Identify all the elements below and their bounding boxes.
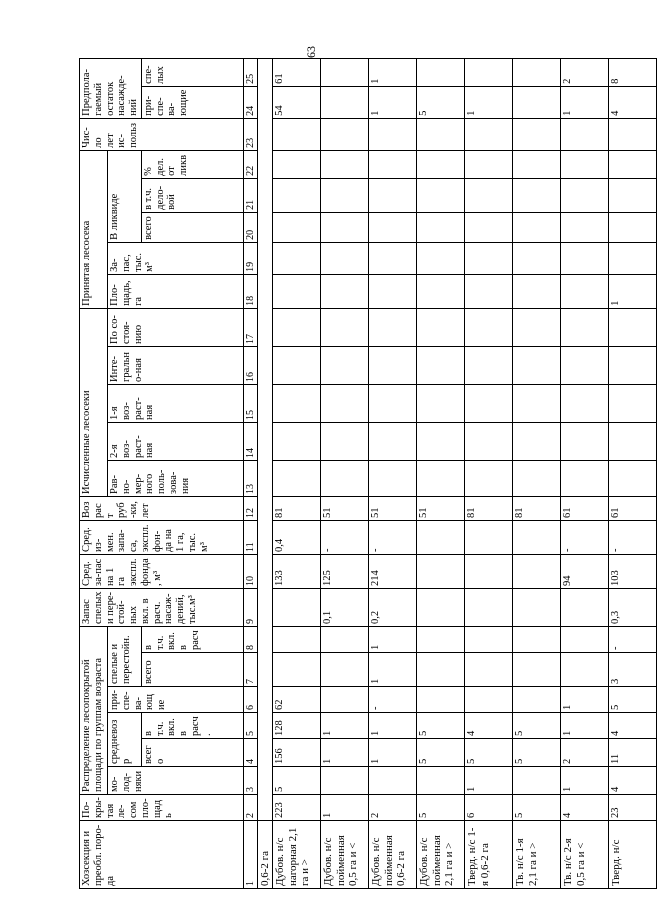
value-cell: 1 xyxy=(465,86,513,118)
value-cell xyxy=(273,212,321,242)
value-cell xyxy=(273,346,321,384)
header-expected-mature: спе-лых xyxy=(141,58,243,86)
value-cell: 1 xyxy=(561,687,609,713)
table-row xyxy=(369,58,417,888)
value-cell xyxy=(513,150,561,178)
value-cell xyxy=(513,384,561,422)
value-cell: 61 xyxy=(273,58,321,86)
value-cell xyxy=(465,346,513,384)
header-calc-integral: Инте-грально-ная xyxy=(108,346,244,384)
value-cell: 133 xyxy=(273,554,321,588)
header-farm: Хозсекция и преобл. поро-да xyxy=(80,821,244,889)
value-cell xyxy=(417,554,465,588)
table-row xyxy=(561,58,609,888)
col-number: 2 xyxy=(243,795,257,821)
header-liquid-total: всего xyxy=(141,212,243,242)
header-avg-stock: Сред. за-пас на 1 га экспл. фонда, м³ xyxy=(80,554,244,588)
value-cell xyxy=(417,150,465,178)
value-cell xyxy=(417,653,465,687)
value-cell xyxy=(609,422,657,460)
col-number: 20 xyxy=(243,212,257,242)
header-liquid-business: в т.ч. дело-вой xyxy=(141,178,243,212)
value-cell xyxy=(417,58,465,86)
value-cell xyxy=(561,588,609,626)
value-cell xyxy=(321,653,369,687)
value-cell: 6 xyxy=(465,795,513,821)
value-cell: 5 xyxy=(417,86,465,118)
col-number: 14 xyxy=(243,422,257,460)
value-cell: 156 xyxy=(273,739,321,767)
value-cell: 223 xyxy=(273,795,321,821)
value-cell xyxy=(273,274,321,308)
value-cell xyxy=(417,308,465,346)
header-mature-total: всего xyxy=(141,653,243,687)
value-cell xyxy=(417,767,465,795)
value-cell xyxy=(273,460,321,496)
value-cell xyxy=(369,422,417,460)
farm-cell: Тв. н/с 2-я 0,5 га и < xyxy=(561,821,609,889)
value-cell: 0,1 xyxy=(321,588,369,626)
value-cell: 1 xyxy=(321,795,369,821)
value-cell xyxy=(513,588,561,626)
value-cell: 2 xyxy=(561,58,609,86)
value-cell xyxy=(273,242,321,274)
page-number: 63 xyxy=(304,46,318,58)
value-cell: 103 xyxy=(609,554,657,588)
col-number: 1 xyxy=(243,821,257,889)
value-cell: 1 xyxy=(369,713,417,739)
value-cell: 51 xyxy=(417,496,465,520)
value-cell: 1 xyxy=(321,713,369,739)
value-cell xyxy=(417,626,465,652)
value-cell xyxy=(321,118,369,150)
value-cell xyxy=(561,460,609,496)
value-cell xyxy=(513,520,561,554)
value-cell xyxy=(561,384,609,422)
value-cell xyxy=(513,242,561,274)
header-distribution: Распределение лесопокрытой площади по группам возраста xyxy=(80,626,108,794)
value-cell xyxy=(561,118,609,150)
value-cell: - xyxy=(369,687,417,713)
forest-cutting-table xyxy=(79,58,657,889)
header-accepted-area: Пло-щадь, га xyxy=(108,274,244,308)
header-calc-even: Рав-но-мер-ного поль-зова-ния xyxy=(108,460,244,496)
value-cell xyxy=(513,86,561,118)
value-cell xyxy=(561,242,609,274)
table-row xyxy=(465,58,513,888)
value-cell xyxy=(321,687,369,713)
header-stock: Запас спелых и пере-стой-ных вкл. в расч. насаж-дений, тыс.м³ xyxy=(80,588,244,626)
value-cell xyxy=(465,588,513,626)
value-cell: 1 xyxy=(369,739,417,767)
value-cell xyxy=(321,460,369,496)
value-cell xyxy=(369,460,417,496)
value-cell xyxy=(273,308,321,346)
value-cell: 81 xyxy=(465,496,513,520)
value-cell xyxy=(609,242,657,274)
col-number: 17 xyxy=(243,308,257,346)
value-cell: - xyxy=(561,520,609,554)
value-cell xyxy=(417,118,465,150)
value-cell: 5 xyxy=(513,739,561,767)
value-cell xyxy=(273,626,321,652)
value-cell: 51 xyxy=(369,496,417,520)
value-cell: 2 xyxy=(369,795,417,821)
header-middle-incl: в т.ч. вкл. в расч. xyxy=(141,713,243,739)
col-number: 6 xyxy=(243,687,257,713)
farm-cell: Дубов. н/с нагорная 2,1 га и > xyxy=(273,821,321,889)
value-cell: - xyxy=(609,626,657,652)
value-cell xyxy=(465,118,513,150)
value-cell xyxy=(465,626,513,652)
table-row xyxy=(609,58,657,888)
value-cell: 4 xyxy=(609,767,657,795)
value-cell xyxy=(321,308,369,346)
value-cell xyxy=(321,150,369,178)
value-cell: 5 xyxy=(417,713,465,739)
table-row xyxy=(417,58,465,888)
value-cell xyxy=(513,308,561,346)
value-cell xyxy=(609,384,657,422)
value-cell xyxy=(369,346,417,384)
value-cell: 1 xyxy=(369,653,417,687)
header-accepted: Принятая лесосека xyxy=(80,150,108,308)
farm-cell: Дубов. н/с пойменная 2,1 га и > xyxy=(417,821,465,889)
header-liquid-percent: % дел. от ликв xyxy=(141,150,243,178)
header-middle: средневозр xyxy=(108,713,142,767)
col-number: 16 xyxy=(243,346,257,384)
value-cell xyxy=(465,554,513,588)
farm-cell: Дубов. н/с пойменная 0,5 га и < xyxy=(321,821,369,889)
col-number: 5 xyxy=(243,713,257,739)
value-cell: 54 xyxy=(273,86,321,118)
value-cell xyxy=(417,384,465,422)
farm-cell: Дубов. н/с пойменная 0,6-2 га xyxy=(369,821,417,889)
value-cell: 51 xyxy=(321,496,369,520)
header-calculated: Исчисленные лесосеки xyxy=(80,308,108,496)
value-cell: 5 xyxy=(609,687,657,713)
value-cell xyxy=(561,346,609,384)
value-cell: 81 xyxy=(273,496,321,520)
value-cell xyxy=(369,242,417,274)
col-number: 4 xyxy=(243,739,257,767)
value-cell xyxy=(561,178,609,212)
col-number: 22 xyxy=(243,150,257,178)
value-cell: 1 xyxy=(609,274,657,308)
value-cell xyxy=(609,150,657,178)
section-blank xyxy=(257,58,272,820)
value-cell: 0,4 xyxy=(273,520,321,554)
col-number: 15 xyxy=(243,384,257,422)
value-cell xyxy=(561,653,609,687)
value-cell: - xyxy=(609,520,657,554)
value-cell: 4 xyxy=(561,795,609,821)
value-cell xyxy=(273,384,321,422)
header-mature: спелые и перестойн. xyxy=(108,626,142,686)
value-cell xyxy=(513,460,561,496)
value-cell: - xyxy=(321,520,369,554)
value-cell xyxy=(513,422,561,460)
value-cell xyxy=(513,58,561,86)
value-cell xyxy=(513,554,561,588)
value-cell xyxy=(369,212,417,242)
header-liquid: В ликвиде xyxy=(108,150,142,242)
value-cell: 61 xyxy=(561,496,609,520)
header-total-area: По-кры-тая ле-сом пло-щадь xyxy=(80,795,244,821)
col-number: 23 xyxy=(243,118,257,150)
value-cell: 4 xyxy=(609,713,657,739)
value-cell: 1 xyxy=(369,58,417,86)
value-cell: 5 xyxy=(417,795,465,821)
col-number: 25 xyxy=(243,58,257,86)
value-cell xyxy=(321,626,369,652)
header-avg-stock-expl: Сред. из-мен. запа-са, экспл. фон-да на 1 га, тыс. м³ xyxy=(80,520,244,554)
value-cell xyxy=(513,626,561,652)
value-cell xyxy=(609,308,657,346)
header-calc-condition: По со-стоя-нию xyxy=(108,308,244,346)
value-cell xyxy=(465,242,513,274)
value-cell: 4 xyxy=(465,713,513,739)
col-number: 7 xyxy=(243,653,257,687)
value-cell xyxy=(321,212,369,242)
value-cell: - xyxy=(369,520,417,554)
value-cell xyxy=(417,422,465,460)
header-expected-premature: при-спе-ва-ющие xyxy=(141,86,243,118)
value-cell: 1 xyxy=(561,767,609,795)
value-cell xyxy=(609,178,657,212)
section-label: 0,6-2 га xyxy=(257,821,272,889)
farm-cell: Тв. н/с 1-я 2,1 га и > xyxy=(513,821,561,889)
farm-cell: Тверд. н/с xyxy=(609,821,657,889)
value-cell: 5 xyxy=(513,795,561,821)
value-cell xyxy=(465,384,513,422)
value-cell xyxy=(369,308,417,346)
header-calc-second: 2-я воз-раст-ная xyxy=(108,422,244,460)
column-number-row xyxy=(243,58,257,888)
value-cell: 1 xyxy=(369,86,417,118)
value-cell: 214 xyxy=(369,554,417,588)
value-cell xyxy=(369,274,417,308)
value-cell xyxy=(465,422,513,460)
table-row xyxy=(273,58,321,888)
header-middle-total: всего xyxy=(141,739,243,767)
value-cell: 1 xyxy=(369,626,417,652)
value-cell xyxy=(465,150,513,178)
value-cell xyxy=(465,274,513,308)
value-cell xyxy=(561,422,609,460)
value-cell xyxy=(561,626,609,652)
value-cell xyxy=(417,687,465,713)
value-cell xyxy=(273,150,321,178)
value-cell: 4 xyxy=(609,86,657,118)
value-cell xyxy=(417,274,465,308)
value-cell xyxy=(417,460,465,496)
value-cell xyxy=(561,308,609,346)
col-number: 8 xyxy=(243,626,257,652)
value-cell xyxy=(417,178,465,212)
value-cell xyxy=(465,212,513,242)
value-cell xyxy=(369,384,417,422)
value-cell: 8 xyxy=(609,58,657,86)
value-cell xyxy=(369,150,417,178)
value-cell: 1 xyxy=(465,767,513,795)
value-cell xyxy=(273,178,321,212)
value-cell: 3 xyxy=(609,653,657,687)
value-cell xyxy=(417,346,465,384)
value-cell xyxy=(417,212,465,242)
value-cell xyxy=(465,520,513,554)
value-cell xyxy=(465,460,513,496)
value-cell: 5 xyxy=(417,739,465,767)
value-cell xyxy=(321,384,369,422)
value-cell xyxy=(321,242,369,274)
value-cell: 81 xyxy=(513,496,561,520)
value-cell xyxy=(417,242,465,274)
col-number: 18 xyxy=(243,274,257,308)
value-cell xyxy=(513,274,561,308)
col-number: 10 xyxy=(243,554,257,588)
value-cell xyxy=(465,308,513,346)
header-calc-first: 1-я воз-раст-ная xyxy=(108,384,244,422)
table-row xyxy=(513,58,561,888)
value-cell: 5 xyxy=(273,767,321,795)
value-cell xyxy=(321,58,369,86)
value-cell xyxy=(561,212,609,242)
header-years: Чис-ло лет ис-польз xyxy=(80,118,244,150)
value-cell: 62 xyxy=(273,687,321,713)
value-cell xyxy=(321,422,369,460)
value-cell xyxy=(561,150,609,178)
value-cell: 125 xyxy=(321,554,369,588)
table-row xyxy=(321,58,369,888)
section-row xyxy=(257,58,272,888)
value-cell: 61 xyxy=(609,496,657,520)
value-cell: 11 xyxy=(609,739,657,767)
value-cell xyxy=(321,86,369,118)
value-cell xyxy=(273,588,321,626)
col-number: 12 xyxy=(243,496,257,520)
value-cell xyxy=(273,422,321,460)
header-expected: Предпола-гаемый остаток насажде-ний xyxy=(80,58,142,118)
value-cell xyxy=(369,767,417,795)
value-cell: 2 xyxy=(561,739,609,767)
value-cell: 1 xyxy=(561,86,609,118)
value-cell: 1 xyxy=(321,739,369,767)
value-cell xyxy=(273,118,321,150)
table-body xyxy=(273,58,657,888)
value-cell: 0,2 xyxy=(369,588,417,626)
value-cell xyxy=(321,274,369,308)
value-cell xyxy=(513,118,561,150)
value-cell xyxy=(321,346,369,384)
value-cell: 94 xyxy=(561,554,609,588)
col-number: 13 xyxy=(243,460,257,496)
col-number: 24 xyxy=(243,86,257,118)
value-cell xyxy=(465,653,513,687)
value-cell: 23 xyxy=(609,795,657,821)
col-number: 21 xyxy=(243,178,257,212)
value-cell: 0,3 xyxy=(609,588,657,626)
value-cell xyxy=(321,767,369,795)
value-cell xyxy=(465,58,513,86)
value-cell xyxy=(369,178,417,212)
value-cell xyxy=(513,767,561,795)
header-accepted-stock: За-пас, тыс. м³ xyxy=(108,242,244,274)
value-cell xyxy=(513,212,561,242)
value-cell: 1 xyxy=(561,713,609,739)
value-cell xyxy=(369,118,417,150)
value-cell xyxy=(465,178,513,212)
value-cell xyxy=(417,520,465,554)
value-cell xyxy=(321,178,369,212)
header-premature: при-спе-ва-ющие xyxy=(108,687,244,713)
value-cell xyxy=(609,212,657,242)
value-cell xyxy=(465,687,513,713)
value-cell xyxy=(609,460,657,496)
header-young: мо-лод-няки xyxy=(108,767,244,795)
farm-cell: Тверд. н/с 1-я 0,6-2 га xyxy=(465,821,513,889)
value-cell: 5 xyxy=(513,713,561,739)
col-number: 3 xyxy=(243,767,257,795)
value-cell: 5 xyxy=(465,739,513,767)
value-cell xyxy=(609,118,657,150)
col-number: 19 xyxy=(243,242,257,274)
col-number: 9 xyxy=(243,588,257,626)
value-cell xyxy=(513,346,561,384)
value-cell xyxy=(513,178,561,212)
value-cell xyxy=(513,653,561,687)
col-number: 11 xyxy=(243,520,257,554)
value-cell: 128 xyxy=(273,713,321,739)
value-cell xyxy=(513,687,561,713)
value-cell xyxy=(417,588,465,626)
value-cell xyxy=(273,653,321,687)
header-age: Воз раст руб-ки, лет xyxy=(80,496,244,520)
value-cell xyxy=(609,346,657,384)
table-frame xyxy=(79,59,623,889)
header-mature-incl: в т.ч. вкл. в расч xyxy=(141,626,243,652)
value-cell xyxy=(561,274,609,308)
